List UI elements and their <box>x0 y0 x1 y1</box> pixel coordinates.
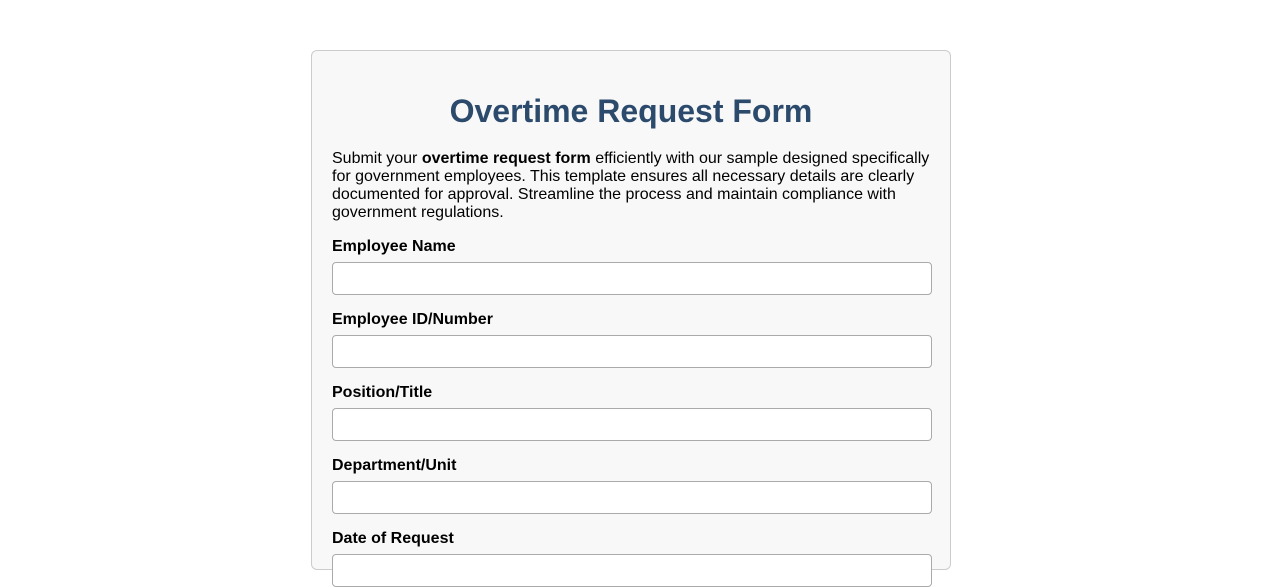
position-title-field <box>332 384 930 441</box>
date-of-request-input[interactable] <box>332 554 932 587</box>
department-unit-input[interactable] <box>332 481 932 514</box>
position-title-input[interactable] <box>332 408 932 441</box>
intro-text-before: Submit your <box>332 150 422 167</box>
employee-id-field <box>332 311 930 368</box>
form-title: Overtime Request Form <box>449 93 813 129</box>
intro-text-after: efficiently with our sample designed specifically for government employees. This template ensures all necessary details are clearly documented for approval. Streamline the process and maintain compliance with government regulations. <box>332 150 930 221</box>
employee-id-label: Employee ID/Number <box>332 311 493 328</box>
department-unit-label: Department/Unit <box>332 457 457 474</box>
date-of-request-field <box>332 530 930 587</box>
overtime-request-form <box>311 50 951 570</box>
department-unit-field <box>332 457 930 514</box>
position-title-label: Position/Title <box>332 384 433 401</box>
form-intro <box>332 150 930 222</box>
intro-text-emphasis: overtime request form <box>421 150 591 167</box>
employee-name-field <box>332 238 930 295</box>
employee-name-input[interactable] <box>332 262 932 295</box>
date-of-request-label: Date of Request <box>332 530 454 547</box>
employee-id-input[interactable] <box>332 335 932 368</box>
employee-name-label: Employee Name <box>332 238 456 255</box>
